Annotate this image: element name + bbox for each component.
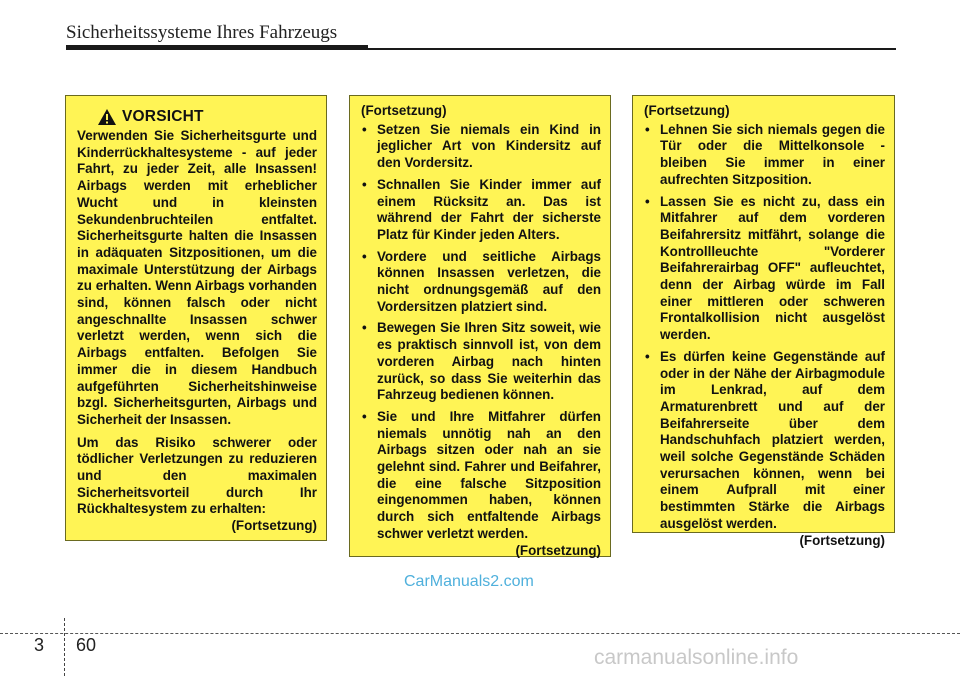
continued-label: (Fortsetzung) — [799, 532, 885, 548]
caution-box-continued-2 — [632, 95, 895, 548]
bullet-list — [361, 122, 601, 543]
continued-header: (Fortsetzung) — [644, 103, 730, 118]
list-item: • Setzen Sie niemals ein Kind in jeglicher Art von Kindersitz auf den Vordersitz. — [361, 122, 601, 172]
list-item: • Sie und Ihre Mitfahrer dürfen niemals unnötig nah an den Airbags sitzen oder nah an sie gelehnt sind. Fahrer und Beifahrer, die eine falsche Sitzposition eingenommen haben, können durch sich entfaltende Airbags schwer verletzt werden. — [361, 409, 601, 543]
caution-paragraph-1: Verwenden Sie Sicherheitsgurte und Kinderrückhaltesysteme - auf jeder Fahrt, zu jeder Zeit, alle Insassen! Airbags werden mit erheblicher Wucht und in kleinsten Sekundenbruchteilen entfaltet. Sicherheitsgurte halten die Insassen in adäquaten Sitzpositionen, um die maximale Unterstützung der Airbags zu erhalten. Wenn Airbags vorhanden sind, können falsch oder nicht angeschnallte Insassen schwer verletzt werden, wenn sich die Airbags entfalten. Befolgen Sie immer die in diesem Handbuch aufgeführten Sicherheitshinweise bzgl. Sicherheitsgurten, Airbags und Sicherheit der Insassen. — [77, 128, 317, 427]
header-rule-thin — [368, 48, 896, 50]
list-item: • Schnallen Sie Kinder immer auf einem Rücksitz an. Das ist während der Fahrt der sicherste Platz für Kinder jeden Alters. — [361, 177, 601, 244]
caution-paragraph-2: Um das Risiko schwerer oder tödlicher Verletzungen zu reduzieren und den maximalen Sicherheitsvorteil durch Ihr Rückhaltesystem zu erhalten: — [77, 434, 317, 517]
page-number: 60 — [76, 635, 97, 655]
bullet-list — [644, 122, 885, 533]
page-header-title: Sicherheitssysteme Ihres Fahrzeugs — [66, 22, 338, 43]
footer-watermark[interactable]: carmanualsonline.info — [594, 646, 799, 669]
continued-label: (Fortsetzung) — [231, 518, 317, 534]
chapter-number: 3 — [34, 635, 45, 655]
page-number-divider — [64, 618, 65, 676]
caution-box-continued-1 — [349, 95, 611, 557]
header-rule-thick — [66, 45, 368, 50]
list-item: • Lassen Sie es nicht zu, dass ein Mitfahrer auf dem vorderen Beifahrersitz mitfährt, solange die Kontrollleuchte "Vorderer Beifahrerairbag OFF" aufleuchtet, denn der Airbag würde im Fall einer mittleren oder schweren Frontalkollision nicht ausgelöst werden. — [644, 194, 885, 344]
list-item: • Bewegen Sie Ihren Sitz soweit, wie es praktisch sinnvoll ist, von dem vorderen Airbag nach hinten zurück, so dass Sie weiterhin das Fahrzeug bedienen können. — [361, 320, 601, 404]
list-item: • Lehnen Sie sich niemals gegen die Tür oder die Mittelkonsole - bleiben Sie immer in einer aufrechten Sitzposition. — [644, 122, 885, 189]
list-item: • Es dürfen keine Gegenstände auf oder in der Nähe der Airbagmodule im Lenkrad, auf dem Armaturenbrett und auf der Beifahrerseite über dem Handschuhfach platziert werden, weil solche Gegenstände Schäden verursachen können, wenn bei einem Aufprall mit einer bestimmten Stärke die Airbags ausgelöst werden. — [644, 349, 885, 533]
continued-header: (Fortsetzung) — [361, 103, 447, 118]
watermark-link[interactable]: CarManuals2.com — [404, 573, 534, 590]
caution-title: VORSICHT — [122, 107, 204, 125]
footer-rule — [0, 633, 960, 634]
list-item: • Vordere und seitliche Airbags können Insassen verletzen, die nicht ordnungsgemäß auf den Vordersitzen platziert sind. — [361, 249, 601, 316]
caution-box — [65, 95, 327, 541]
warning-triangle-icon — [97, 108, 117, 126]
continued-label: (Fortsetzung) — [515, 542, 601, 558]
caution-header — [97, 108, 317, 126]
